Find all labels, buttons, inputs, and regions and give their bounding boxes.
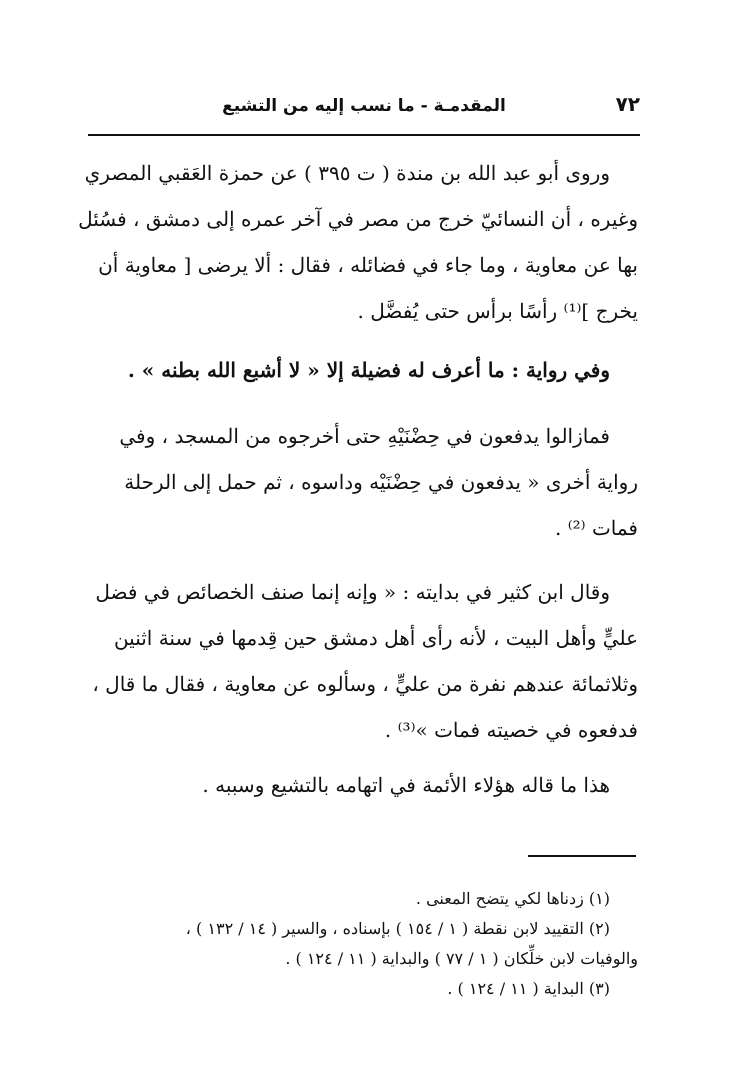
header-rule [88, 134, 640, 136]
text-line: وقال ابن كثير في بدايته : « وإنه إنما صنف الخصائص في فضل [95, 580, 610, 604]
paragraph-5 [92, 762, 638, 808]
text-line: فدفعوه في خصيته فمات »⁽³⁾ . [384, 718, 638, 742]
footnote-2: (٢) التقييد لابن نقطة ( ١ / ١٥٤ ) بإسناده ، والسير ( ١٤ / ١٣٢ ) ، [185, 919, 610, 938]
text-line: يخرج ]⁽¹⁾ رأسًا برأس حتى يُفضَّل . [357, 299, 638, 323]
page-number: ٧٢ [615, 92, 640, 116]
footnotes [92, 884, 638, 1004]
text-line: عليٍّ وأهل البيت ، لأنه رأى أهل دمشق حين قِدمها في سنة اثنين [113, 626, 638, 650]
text-line: وروى أبو عبد الله بن مندة ( ت ٣٩٥ ) عن حمزة العَقبي المصري [84, 161, 610, 185]
running-title: المقدمـة - ما نسب إليه من التشيع [222, 96, 506, 116]
footnote-2-continued: والوفيات لابن خلِّكان ( ١ / ٧٧ ) والبداية ( ١١ / ١٢٤ ) . [285, 949, 638, 968]
text-line: وغيره ، أن النسائيّ خرج من مصر في آخر عمره إلى دمشق ، فسُئل [78, 207, 638, 231]
footnote-3: (٣) البداية ( ١١ / ١٢٤ ) . [447, 979, 610, 998]
text-line: وفي رواية : ما أعرف له فضيلة إلا « لا أشبع الله بطنه » . [127, 358, 610, 382]
text-line: وثلاثمائة عندهم نفرة من عليٍّ ، وسألوه عن معاوية ، فقال ما قال ، [92, 672, 638, 696]
text-line: بها عن معاوية ، وما جاء في فضائله ، فقال : ألا يرضى [ معاوية أن [98, 253, 638, 277]
paragraph-2 [92, 347, 638, 393]
text-line: هذا ما قاله هؤلاء الأئمة في اتهامه بالتشيع وسببه . [202, 773, 610, 797]
paragraph-3 [92, 413, 638, 551]
text-line: فمازالوا يدفعون في حِضْنَيْهِ حتى أخرجوه من المسجد ، وفي [119, 424, 610, 448]
text-line: فمات ⁽²⁾ . [555, 516, 638, 540]
page-header [88, 92, 640, 132]
text-line: رواية أخرى « يدفعون في حِضْنَيْه وداسوه ، ثم حمل إلى الرحلة [124, 470, 638, 494]
paragraph-4 [92, 569, 638, 753]
footnote-1: (١) زدناها لكي يتضح المعنى . [415, 889, 610, 908]
footnote-separator [528, 855, 636, 857]
paragraph-1 [78, 150, 638, 334]
